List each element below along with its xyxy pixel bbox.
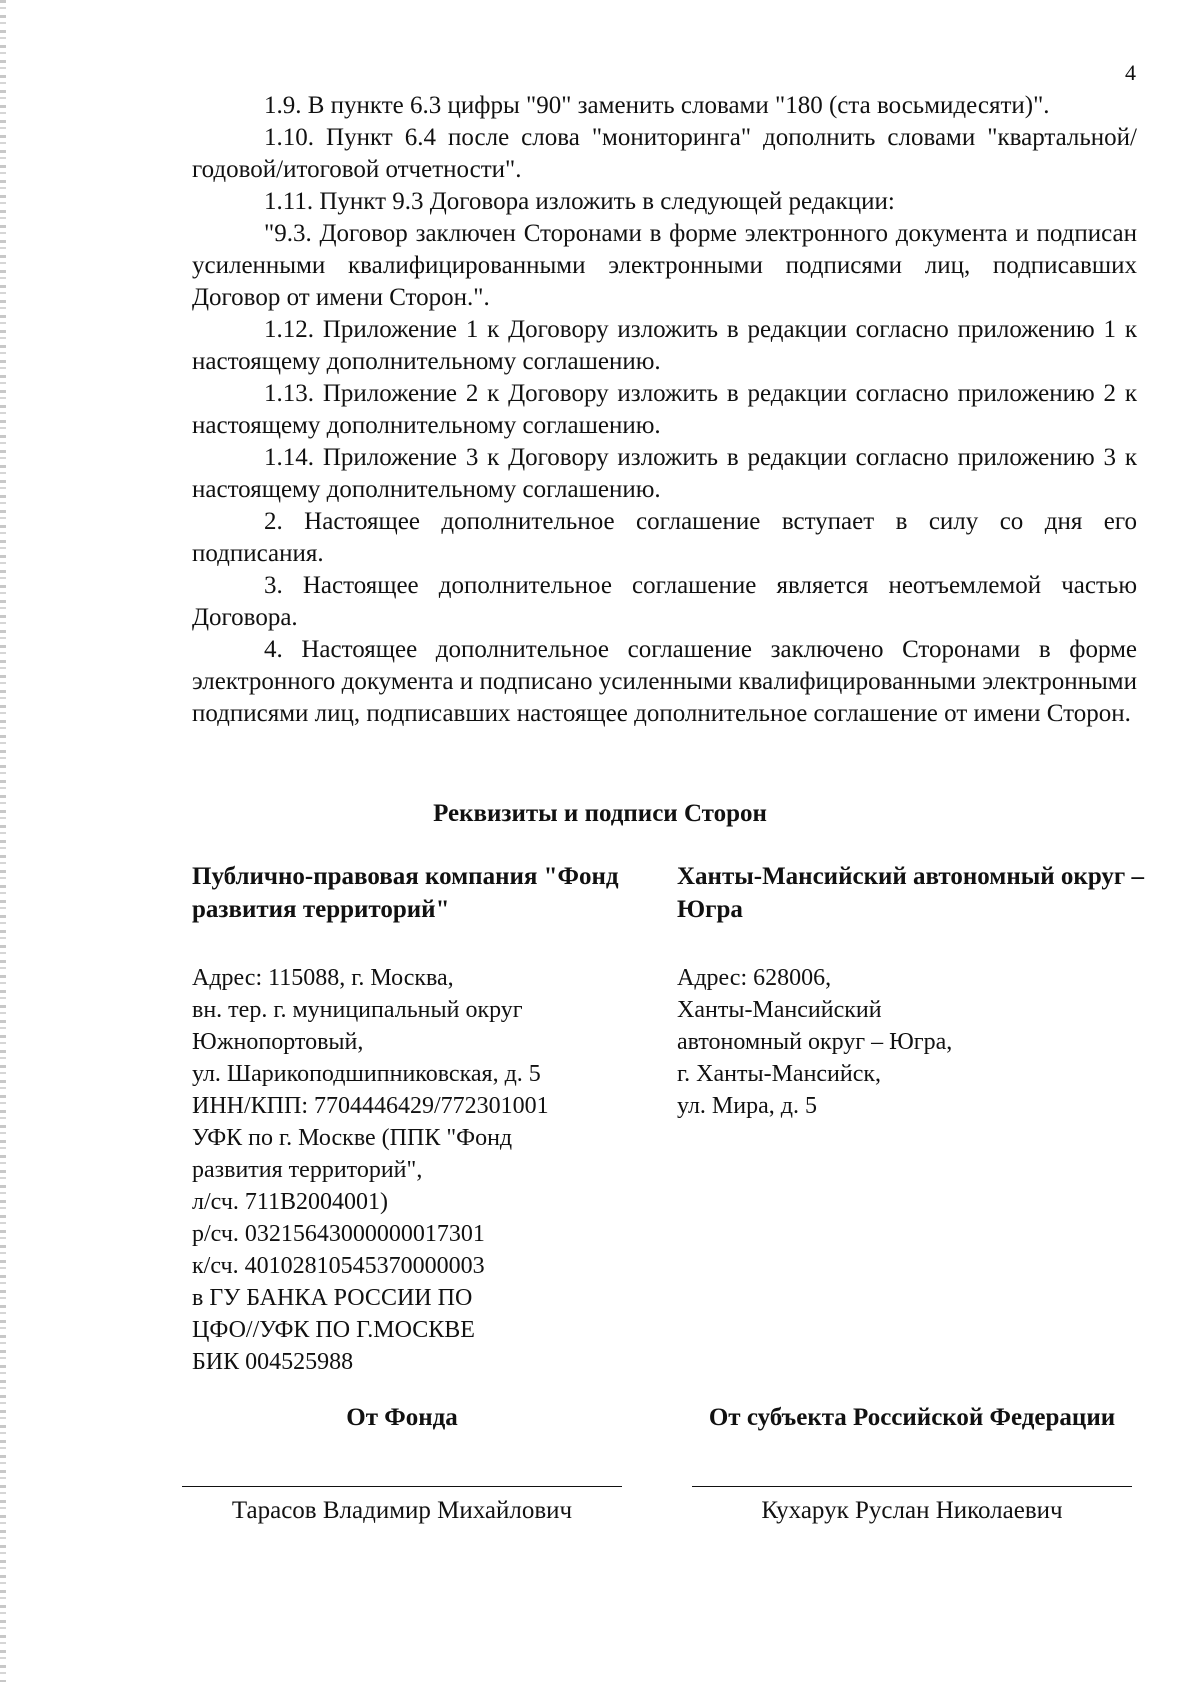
paragraph-1-14: 1.14. Приложение 3 к Договору изложить в редакции согласно приложению 3 к настоящему дополнительному соглашению. [192, 444, 1137, 503]
signature-block-region [667, 1402, 1157, 1527]
address-line: г. Ханты-Мансийск, [677, 1061, 882, 1087]
party-fund-address [192, 962, 642, 1378]
party-fund-name: Публично-правовая компания "Фонд развития территорий" [192, 863, 619, 923]
signature-line [692, 1486, 1132, 1487]
address-line: Южнопортовый, [192, 1029, 364, 1055]
paragraph-1-10: 1.10. Пункт 6.4 после слова "мониторинга" дополнить словами "квартальной/годовой/итоговой отчетности". [192, 124, 1137, 183]
address-line: в ГУ БАНКА РОССИИ ПО [192, 1285, 473, 1311]
party-region-address [677, 962, 1147, 1122]
signatory-name-fund: Тарасов Владимир Михайлович [231, 1497, 573, 1524]
address-line: л/сч. 711В2004001) [192, 1189, 388, 1215]
address-line: вн. тер. г. муниципальный округ [192, 997, 523, 1023]
paragraph-1-13: 1.13. Приложение 2 к Договору изложить в редакции согласно приложению 2 к настоящему дополнительному соглашению. [192, 380, 1137, 439]
address-line: развития территорий", [192, 1157, 423, 1183]
paragraph-3: 3. Настоящее дополнительное соглашение является неотъемлемой частью Договора. [192, 572, 1137, 631]
sign-caption-fund: От Фонда [346, 1404, 458, 1431]
party-region-name: Ханты-Мансийский автономный округ – Югра [677, 863, 1144, 923]
signature-line [182, 1486, 622, 1487]
address-line: автономный округ – Югра, [677, 1029, 953, 1055]
address-line: Ханты-Мансийский [677, 997, 882, 1023]
address-line: Адрес: 115088, г. Москва, [192, 965, 454, 991]
sign-caption-region: От субъекта Российской Федерации [708, 1404, 1116, 1431]
signature-block-fund [167, 1402, 637, 1527]
address-line: к/сч. 40102810545370000003 [192, 1253, 485, 1279]
address-line: р/сч. 03215643000000017301 [192, 1221, 485, 1247]
requisites-heading: Реквизиты и подписи Сторон [433, 800, 767, 827]
address-line: БИК 004525988 [192, 1349, 354, 1375]
paragraph-1-11: 1.11. Пункт 9.3 Договора изложить в следующей редакции: [264, 188, 895, 215]
address-line: ул. Мира, д. 5 [677, 1093, 817, 1119]
address-line: УФК по г. Москве (ППК "Фонд [192, 1125, 513, 1151]
address-line: ИНН/КПП: 7704446429/772301001 [192, 1093, 549, 1119]
address-line: Адрес: 628006, [677, 965, 832, 991]
paragraph-1-9: 1.9. В пункте 6.3 цифры "90" заменить словами "180 (ста восьмидесяти)". [264, 92, 1050, 119]
party-fund [192, 860, 642, 1378]
paragraph-4: 4. Настоящее дополнительное соглашение заключено Сторонами в форме электронного документа и подписано усиленными квалифицированными электронными подписями лиц, подписавших настоящее дополнительное соглашение от имени Сторон. [192, 636, 1137, 727]
signatory-name-region: Кухарук Руслан Николаевич [761, 1497, 1063, 1524]
party-region [677, 860, 1147, 1122]
address-line: ул. Шарикоподшипниковская, д. 5 [192, 1061, 541, 1087]
agreement-body [192, 90, 1137, 730]
paragraph-1-12: 1.12. Приложение 1 к Договору изложить в редакции согласно приложению 1 к настоящему дополнительному соглашению. [192, 316, 1137, 375]
page-number: 4 [1125, 60, 1136, 85]
paragraph-2: 2. Настоящее дополнительное соглашение вступает в силу со дня его подписания. [192, 508, 1137, 567]
address-line: ЦФО//УФК ПО Г.МОСКВЕ [192, 1317, 475, 1343]
paragraph-9-3-quote: "9.3. Договор заключен Сторонами в форме электронного документа и подписан усиленными квалифицированными электронными подписями лиц, подписавших Договор от имени Сторон.". [192, 220, 1137, 311]
scan-edge [0, 0, 6, 1682]
